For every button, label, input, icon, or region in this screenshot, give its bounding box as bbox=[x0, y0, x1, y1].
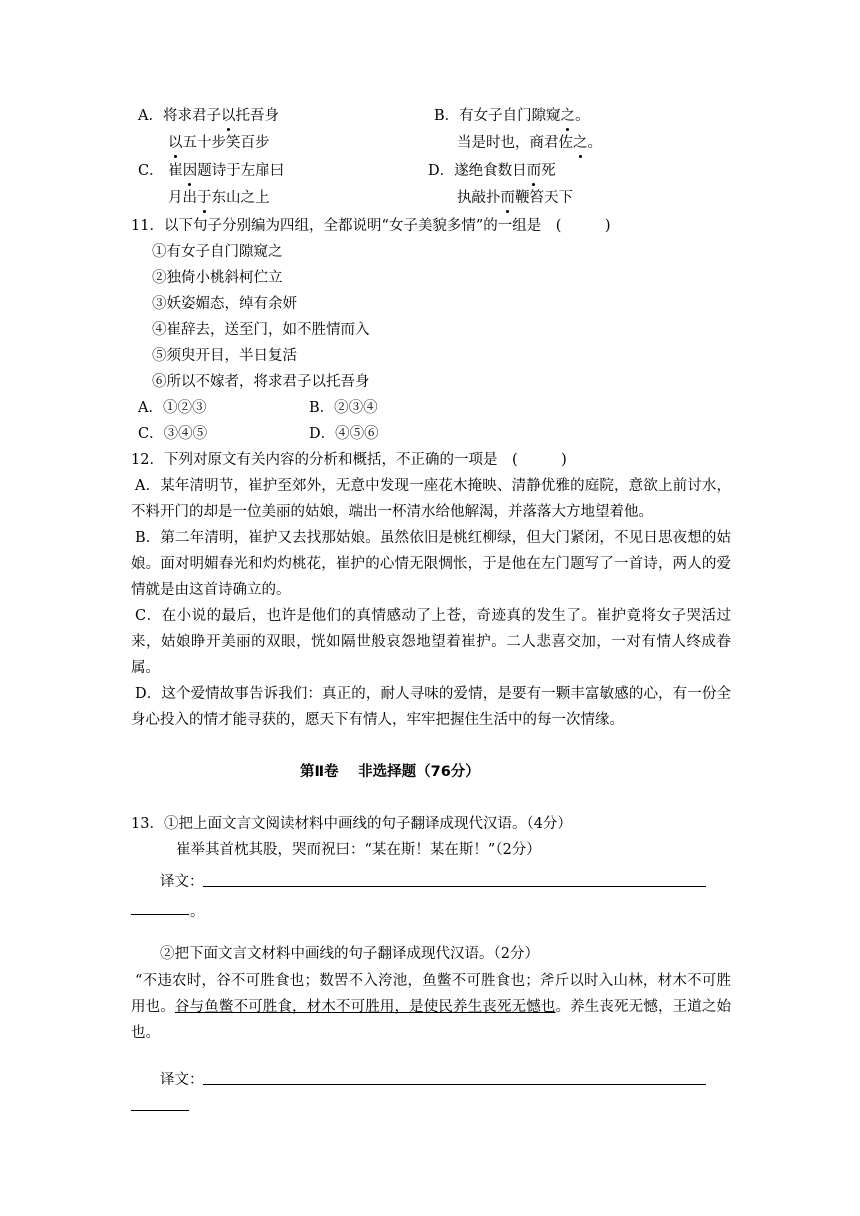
q10-option-d-line1: D．遂绝食数日而死 bbox=[428, 163, 556, 179]
emphasis-char: 于 bbox=[197, 190, 212, 206]
q11-option-c: C．③④⑤ bbox=[138, 426, 208, 442]
emphasis-char: 之 bbox=[573, 135, 588, 151]
underlined-sentence: 谷与鱼鳖不可胜食，材木不可胜用，是使民养生丧死无憾也 bbox=[174, 999, 556, 1015]
q11-item-1: ①有女子自门隙窥之 bbox=[152, 244, 283, 260]
answer-line-continuation bbox=[131, 914, 189, 915]
q13-part1-stem: 13．①把上面文言文阅读材料中画线的句子翻译成现代汉语。（4分） bbox=[131, 816, 572, 832]
q13-part2-passage: “不违农时，谷不可胜食也；数罟不入洿池，鱼鳖不可胜食也；斧斤以时入山林，材木不可胜用也。谷与鱼鳖不可胜食，材木不可胜用，是使民养生丧死无憾也。养生丧死无憾，王道之始也。 bbox=[131, 973, 732, 1041]
q10-option-d-line2: 执敲扑而鞭笞天下 bbox=[457, 190, 573, 206]
q12-stem: 12．下列对原文有关内容的分析和概括，不正确的一项是 ( ) bbox=[131, 452, 567, 468]
option-label: C． bbox=[138, 163, 164, 179]
answer-line bbox=[203, 1084, 706, 1085]
q11-stem: 11．以下句子分别编为四组，全都说明“女子美貌多情”的一组是 ( ) bbox=[131, 218, 611, 234]
emphasis-char: 因 bbox=[182, 163, 198, 179]
emphasis-char: 以 bbox=[220, 108, 236, 124]
q13-answer-label-2: 译文： bbox=[160, 1072, 204, 1088]
q13-part1-sentence: 崔举其首枕其股，哭而祝曰：“某在斯！某在斯！”（2分） bbox=[176, 842, 541, 858]
q11-item-5: ⑤须臾开目，半日复活 bbox=[152, 348, 297, 364]
q10-option-c-line1: C． 崔因题诗于左扉曰 bbox=[138, 163, 285, 179]
q11-option-d: D．④⑤⑥ bbox=[309, 426, 379, 442]
answer-line bbox=[203, 886, 706, 887]
q11-option-b: B．②③④ bbox=[309, 400, 378, 416]
q13-answer-end-1: 。 bbox=[190, 904, 205, 920]
answer-line-continuation bbox=[131, 1110, 189, 1111]
q11-item-2: ②独倚小桃斜柯伫立 bbox=[152, 270, 283, 286]
q11-item-6: ⑥所以不嫁者，将求君子以托吾身 bbox=[152, 374, 370, 390]
q10-option-a-line2: 以五十步笑百步 bbox=[168, 135, 270, 151]
q10-option-b-line2: 当是时也，商君佐之。 bbox=[457, 135, 602, 151]
q10-option-a-line1: A．将求君子以托吾身 bbox=[138, 108, 279, 124]
emphasis-char: 而 bbox=[526, 163, 542, 179]
q12-option-b: B．第二年清明，崔护又去找那姑娘。虽然依旧是桃红柳绿，但大门紧闭，不见日思夜想的姑娘。面对明媚春光和灼灼桃花，崔护的心情无限惆怅，于是他在左门题写了一首诗，两人的爱情就是由这首诗确立的。 bbox=[131, 530, 731, 598]
option-label: D． bbox=[428, 163, 455, 179]
section-title: 第Ⅱ卷 非选择题（76分） bbox=[300, 764, 480, 780]
q12-option-d: D．这个爱情故事告诉我们：真正的，耐人寻味的爱情，是要有一颗丰富敏感的心，有一份全身心投入的情才能寻获的，愿天下有情人，牢牢把握住生活中的每一次情缘。 bbox=[131, 686, 731, 728]
q11-option-a: A．①②③ bbox=[138, 400, 207, 416]
emphasis-char: 而 bbox=[500, 190, 515, 206]
option-label: B． bbox=[434, 108, 460, 124]
q12-option-c: C．在小说的最后，也许是他们的真情感动了上苍，奇迹真的发生了。崔护竟将女子哭活过来，姑娘睁开美丽的双眼，恍如隔世般哀怨地望着崔护。二人悲喜交加，一对有情人终成眷属。 bbox=[131, 608, 731, 676]
q13-part2-stem: ②把下面文言文材料中画线的句子翻译成现代汉语。（2分） bbox=[160, 946, 539, 962]
q12-option-a: A．某年清明节，崔护至郊外，无意中发现一座花木掩映、清静优雅的庭院，意欲上前讨水，不料开门的却是一位美丽的姑娘，端出一杯清水给他解渴，并落落大方地望着他。 bbox=[131, 478, 731, 520]
emphasis-char: 之 bbox=[560, 108, 576, 124]
q11-item-3: ③妖姿媚态，绰有余妍 bbox=[152, 296, 297, 312]
option-label: A． bbox=[138, 108, 163, 124]
q10-option-b-line1: B．有女子自门隙窥之。 bbox=[434, 108, 590, 124]
emphasis-char: 以 bbox=[168, 135, 183, 151]
q11-item-4: ④崔辞去，送至门，如不胜情而入 bbox=[152, 322, 370, 338]
q13-answer-label-1: 译文： bbox=[160, 874, 204, 890]
q10-option-c-line2: 月出于东山之上 bbox=[168, 190, 270, 206]
